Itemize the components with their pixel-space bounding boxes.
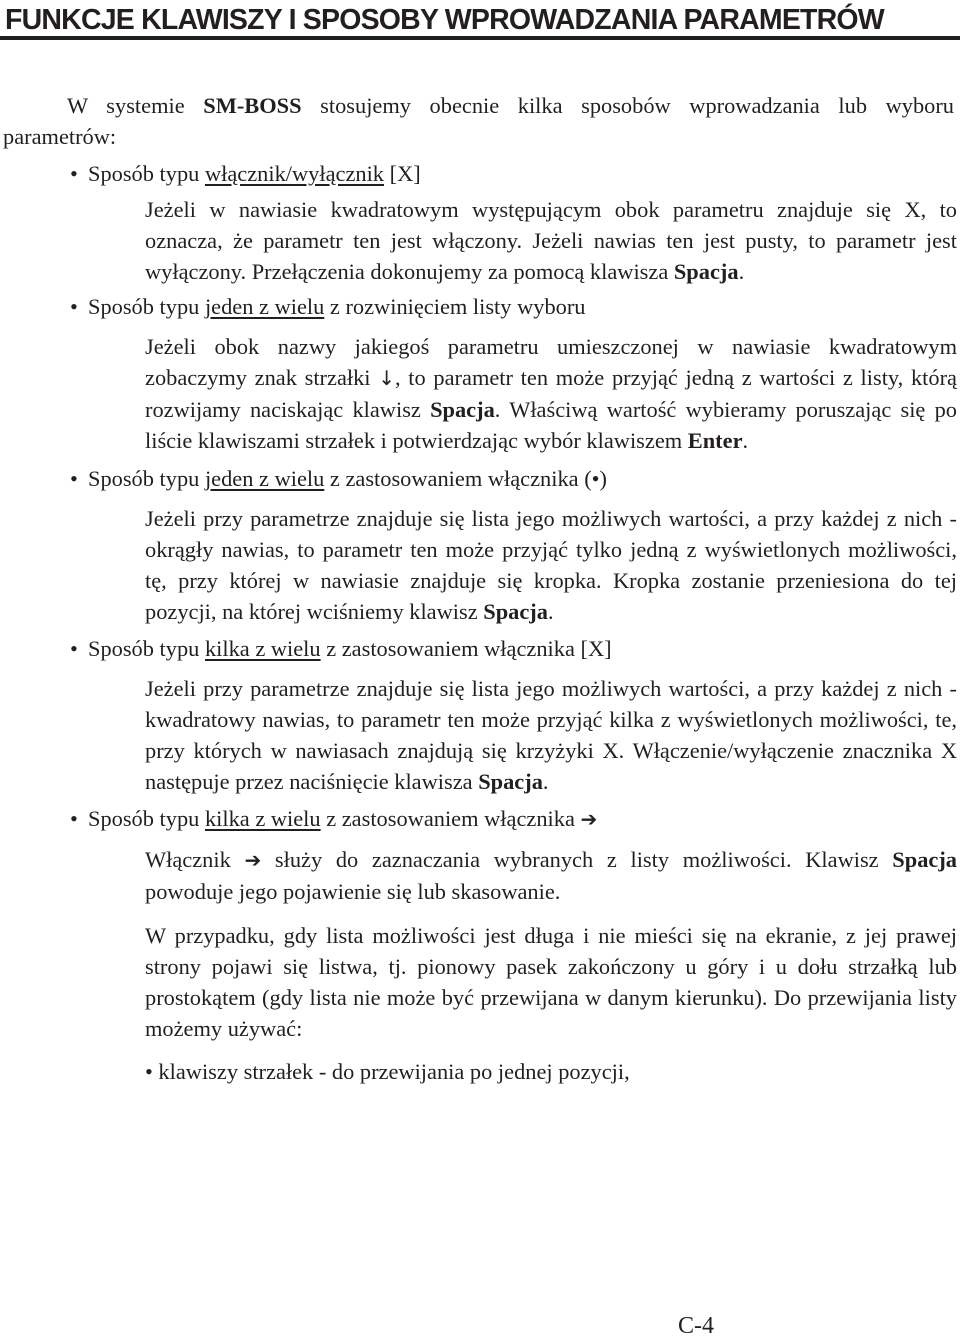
method-name: kilka z wielu [204,636,321,661]
bullet: • [70,294,78,319]
page-header [0,0,960,44]
bullet: • [70,806,78,831]
method-name: kilka z wielu [204,806,321,831]
key-name: Spacja [892,847,957,872]
key-name: Enter [687,428,743,453]
method-description-dropdown: Jeżeli obok nazwy jakiegoś parametru umieszczonej w nawiasie kwadratowym zobaczymy znak strzałki ↓, to parametr ten może przyjąć jedną z wartości z listy, którą rozwijamy naciskając klawisz Spacja. Właściwą wartość wybieramy poruszając się po liście klawiszami strzałek i potwierdzając wybór klawiszem Enter. [145,334,957,453]
method-heading-arrow-marker: • Sposób typu kilka z wielu z zastosowaniem włącznika ➔ [0,803,960,835]
method-name: jeden z wielu [204,294,325,319]
method-heading-dropdown: • Sposób typu jeden z wielu z rozwinięciem listy wyboru [0,291,960,322]
sub-list-item: • klawiszy strzałek - do przewijania po jednej pozycji, [145,1059,630,1084]
scroll-description: W przypadku, gdy lista możliwości jest długa i nie mieści się na ekranie, z jej prawej strony pojawi się listwa, tj. pionowy pasek zakończony u góry i u dołu strzałką lub prostokątem (gdy lista nie może być przewijana w danym kierunku). Do przewijania listy możemy używać: [145,923,957,1041]
arrow-down-icon: ↓ [378,366,395,390]
document-body [0,90,960,1087]
method-description-checkbox: Jeżeli przy parametrze znajduje się lista jego możliwych wartości, a przy każdej z nich - kwadratowy nawias, to parametr ten może przyjąć kilka z wyświetlonych możliwości, te, przy których w nawiasach znajdują się krzyżyki X. Włączenie/wyłączenie znacznika X następuje przez naciśnięcie klawisza Spacja. [145,676,957,794]
method-heading-checkbox: • Sposób typu kilka z wielu z zastosowaniem włącznika [X] [0,633,960,664]
method-heading-radio: • Sposób typu jeden z wielu z zastosowaniem włącznika (•) [0,463,960,494]
key-name: Spacja [483,599,548,624]
arrow-right-icon: ➔ [580,807,598,831]
method-description-arrow-marker: Włącznik ➔ służy do zaznaczania wybranych z listy możliwości. Klawisz Spacja powoduje jego pojawienie się lub skasowanie. [145,847,957,904]
bullet: • [70,466,78,491]
method-name: jeden z wielu [204,466,325,491]
bullet: • [70,161,78,186]
method-name: włącznik/wyłącznik [204,161,385,186]
key-name: Spacja [478,769,543,794]
key-name: Spacja [673,259,739,284]
page-number: C-4 [678,1313,714,1339]
method-description-radio: Jeżeli przy parametrze znajduje się lista jego możliwych wartości, a przy każdej z nich - okrągły nawias, to parametr ten może przyjąć tylko jedną z wyświetlonych możliwości, tę, przy której w nawiasie znajduje się kropka. Kropka zostanie przeniesiona do tej pozycji, na której wciśniemy klawisz Spacja. [145,506,957,624]
bullet: • [70,636,78,661]
arrow-right-icon: ➔ [244,848,262,872]
system-name: SM-BOSS [203,93,302,118]
header-rule [0,36,960,40]
page-title: FUNKCJE KLAWISZY I SPOSOBY WPROWADZANIA PARAMETRÓW [5,4,884,36]
key-name: Spacja [430,397,495,422]
method-heading-toggle: • Sposób typu włącznik/wyłącznik [X] [0,158,960,189]
method-description-toggle: Jeżeli w nawiasie kwadratowym występującym obok parametru znajduje się X, to oznacza, że parametr ten jest włączony. Jeżeli nawias ten jest pusty, to parametr jest wyłączony. Przełączenia dokonujemy za pomocą klawisza Spacja. [145,197,957,284]
intro-paragraph: W systemie SM-BOSS stosujemy obecnie kilka sposobów wprowadzania lub wyboru parametrów: [3,93,955,149]
